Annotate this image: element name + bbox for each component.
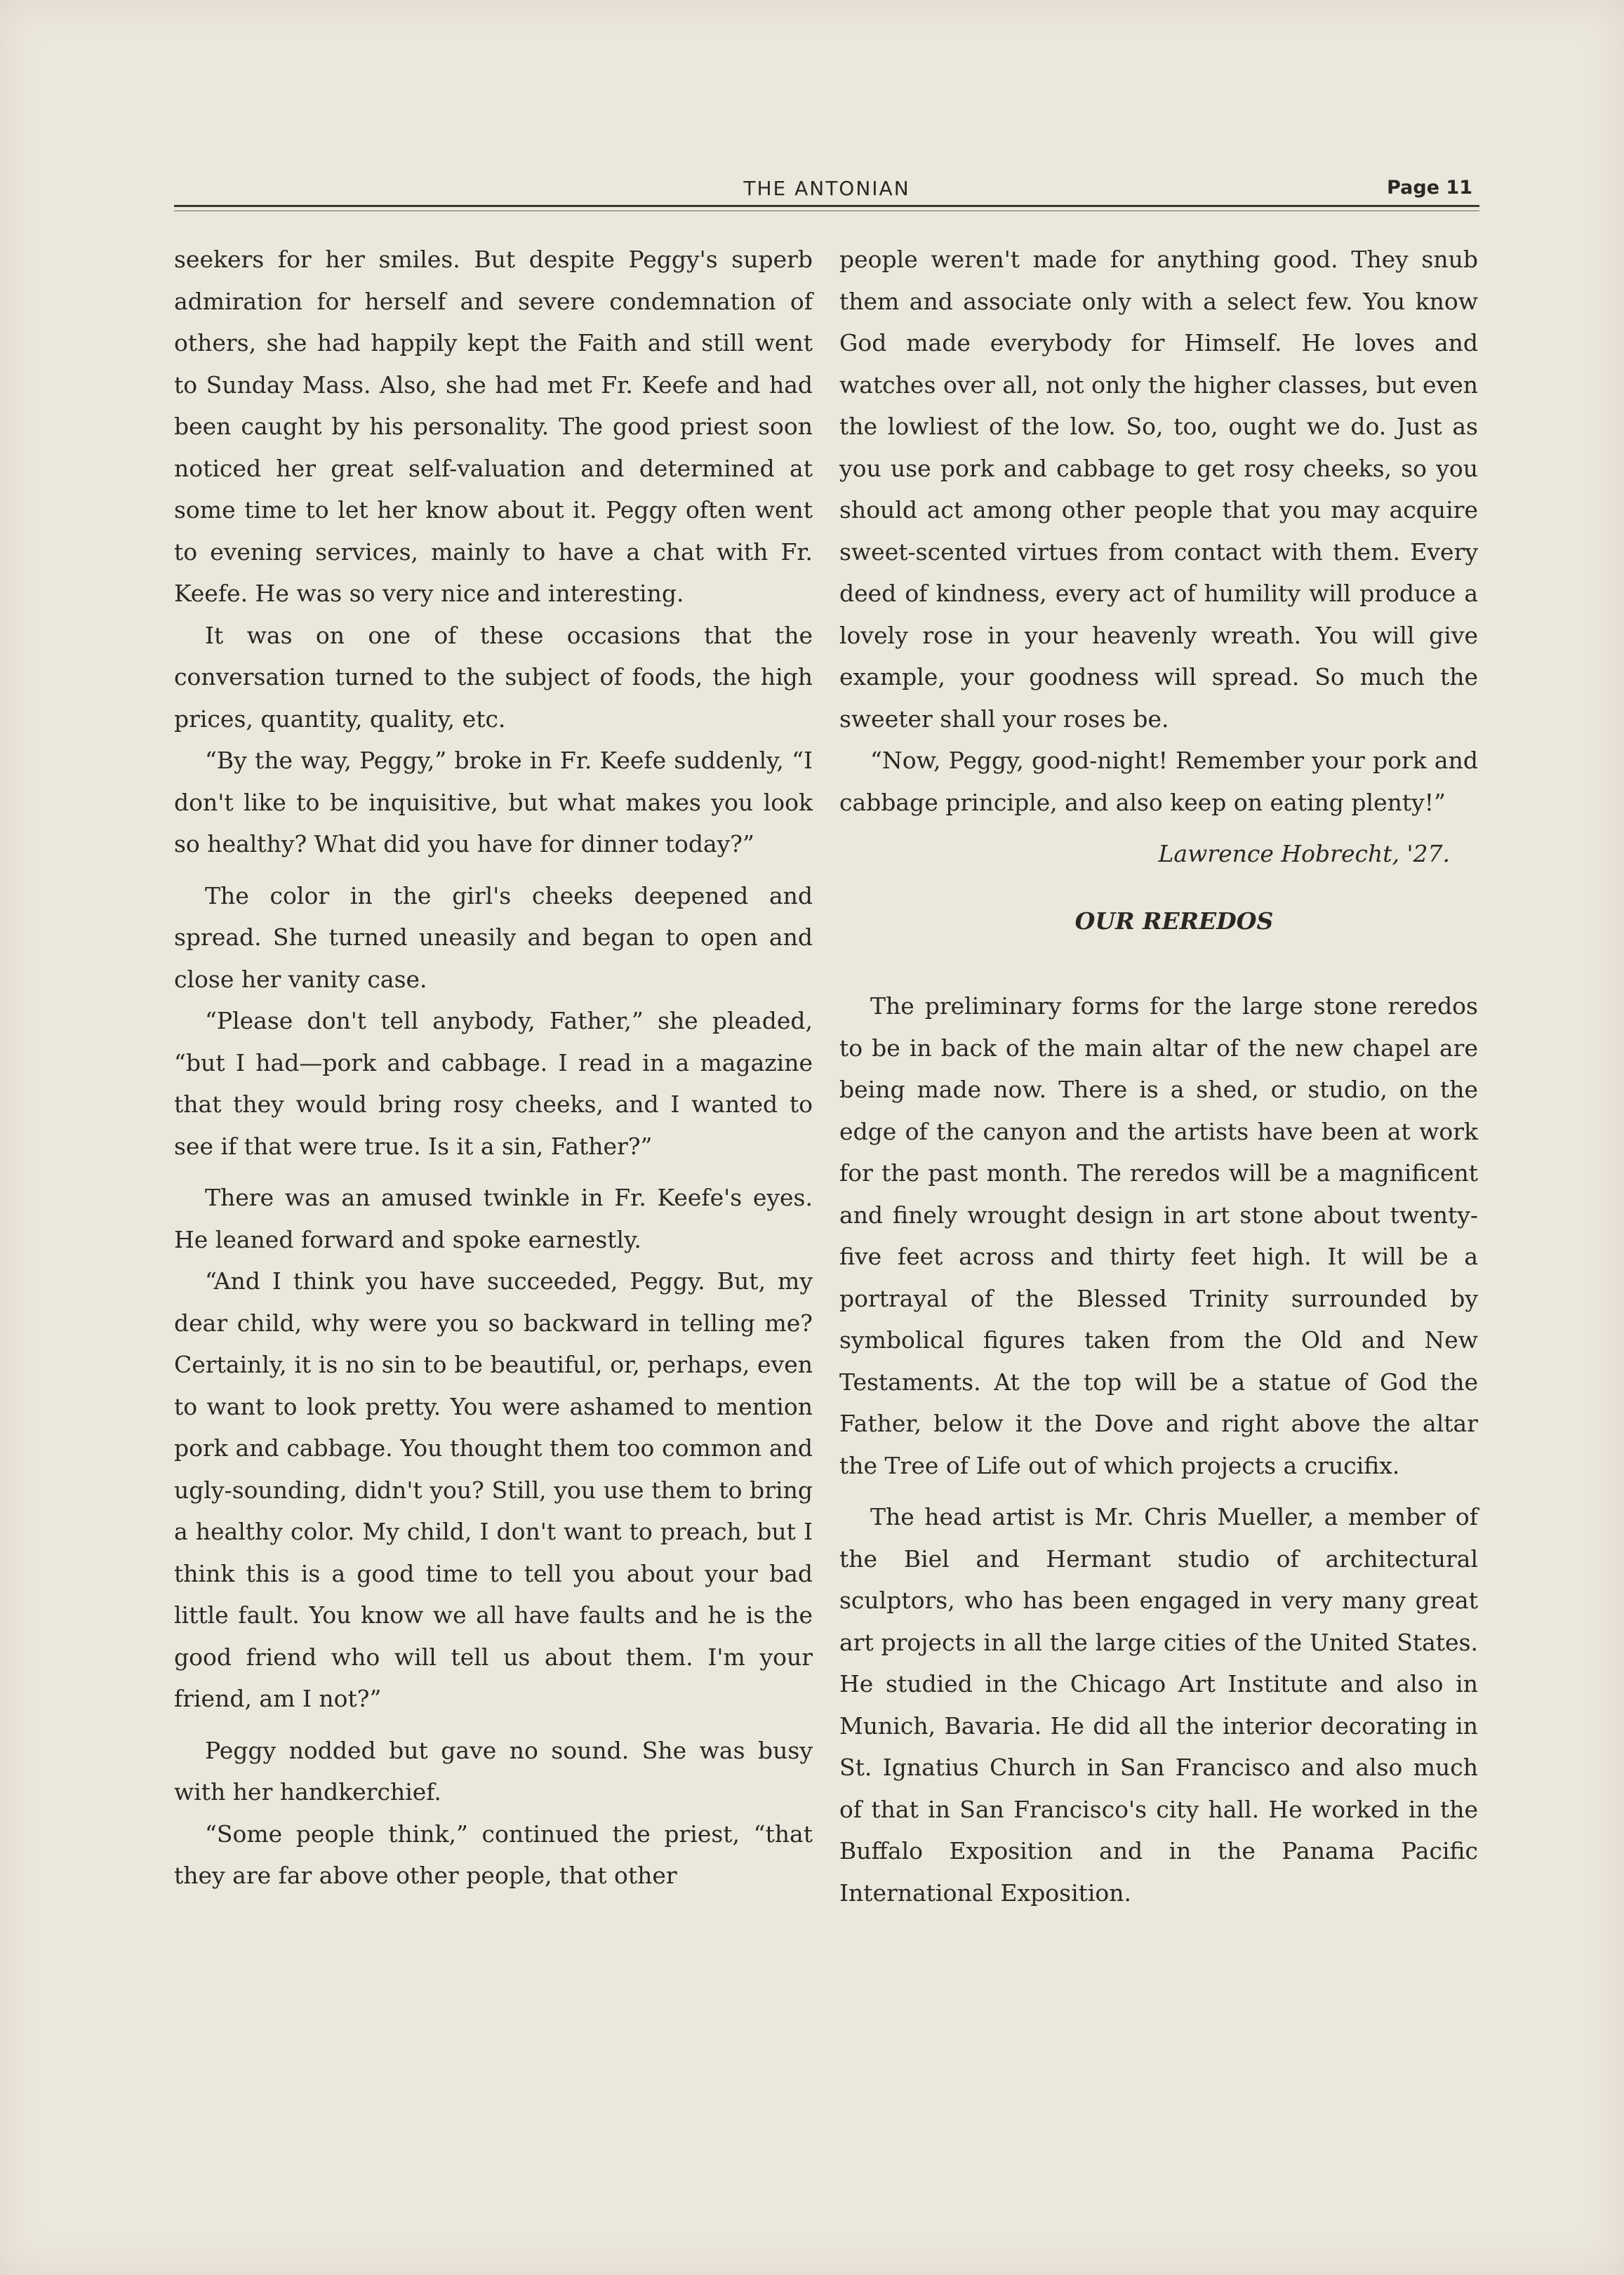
paragraph: There was an amused twinkle in Fr. Keefe's eyes. He leaned forward and spoke earnestly. — [174, 1184, 813, 1253]
paragraph: Peggy nodded but gave no sound. She was busy with her handkerchief. — [174, 1736, 813, 1806]
paragraph: The preliminary forms for the large stone reredos to be in back of the main altar of the new chapel are being made now. There is a shed, or studio, on the edge of the canyon and the artists have been at work for the past month. The reredos will be a magnificent and finely wrought design in art stone about twenty-five feet across and thirty feet high. It will be a portrayal of the Blessed Trinity surrounded by symbolical figures taken from the Old and New Testaments. At the top will be a statue of God the Father, below it the Dove and right above the altar the Tree of Life out of which projects a crucifix. — [839, 992, 1478, 1479]
left-column — [174, 239, 813, 1897]
paragraph: The head artist is Mr. Chris Mueller, a member of the Biel and Hermant studio of architectural sculptors, who has been engaged in very many great art projects in all the large cities of the United States. He studied in the Chicago Art Institute and also in Munich, Bavaria. He did all the interior decorating in St. Ignatius Church in San Francisco and also much of that in San Francisco's city hall. He worked in the Buffalo Exposition and in the Panama Pacific International Exposition. — [839, 1503, 1478, 1907]
paragraph: “Please don't tell anybody, Father,” she pleaded, “but I had—pork and cabbage. I read in a magazine that they would bring rosy cheeks, and I wanted to see if that were true. Is it a sin, Father?” — [174, 1007, 813, 1160]
paragraph: “And I think you have succeeded, Peggy. But, my dear child, why were you so backward in telling me? Certainly, it is no sin to be beautiful, or, perhaps, even to want to look pretty. You were ashamed to mention pork and cabbage. You thought them too common and ugly-sounding, didn't you? Still, you use them to bring a healthy color. My child, I don't want to preach, but I think this is a good time to tell you about your bad little fault. You know we all have faults and he is the good friend who will tell us about them. I'm your friend, am I not?” — [174, 1267, 813, 1712]
right-column — [839, 239, 1478, 1914]
paragraph: “By the way, Peggy,” broke in Fr. Keefe suddenly, “I don't like to be inquisitive, but what makes you look so healthy? What did you have for dinner today?” — [174, 747, 813, 858]
paragraph: “Now, Peggy, good-night! Remember your pork and cabbage principle, and also keep on eating plenty!” — [839, 747, 1478, 816]
paragraph: The color in the girl's cheeks deepened and spread. She turned uneasily and began to open and close her vanity case. — [174, 881, 813, 993]
author-signature: Lawrence Hobrecht, '27. — [1158, 840, 1450, 867]
paragraph: It was on one of these occasions that the conversation turned to the subject of foods, the high prices, quantity, quality, etc. — [174, 621, 813, 733]
paragraph: seekers for her smiles. But despite Peggy's superb admiration for herself and severe condemnation of others, she had happily kept the Faith and still went to Sunday Mass. Also, she had met Fr. Keefe and had been caught by his personality. The good priest soon noticed her great self-valuation and determined at some time to let her know about it. Peggy often went to evening services, mainly to have a chat with Fr. Keefe. He was so very nice and interesting. — [174, 246, 813, 607]
section-heading: OUR REREDOS — [1074, 907, 1274, 935]
header-rule — [174, 205, 1479, 207]
running-header — [174, 177, 1479, 213]
page-number: Page 11 — [1387, 177, 1472, 199]
paragraph: people weren't made for anything good. They snub them and associate only with a select few. You know God made everybody for Himself. He loves and watches over all, not only the higher classes, but even the lowliest of the low. So, too, ought we do. Just as you use pork and cabbage to get rosy cheeks, so you should act among other people that you may acquire sweet-scented virtues from contact with them. Every deed of kindness, every act of humility will produce a lovely rose in your heavenly wreath. You will give example, your goodness will spread. So much the sweeter shall your roses be. — [839, 246, 1478, 733]
publication-title: THE ANTONIAN — [743, 177, 910, 200]
paragraph: “Some people think,” continued the priest, “that they are far above other people, that other — [174, 1820, 813, 1889]
